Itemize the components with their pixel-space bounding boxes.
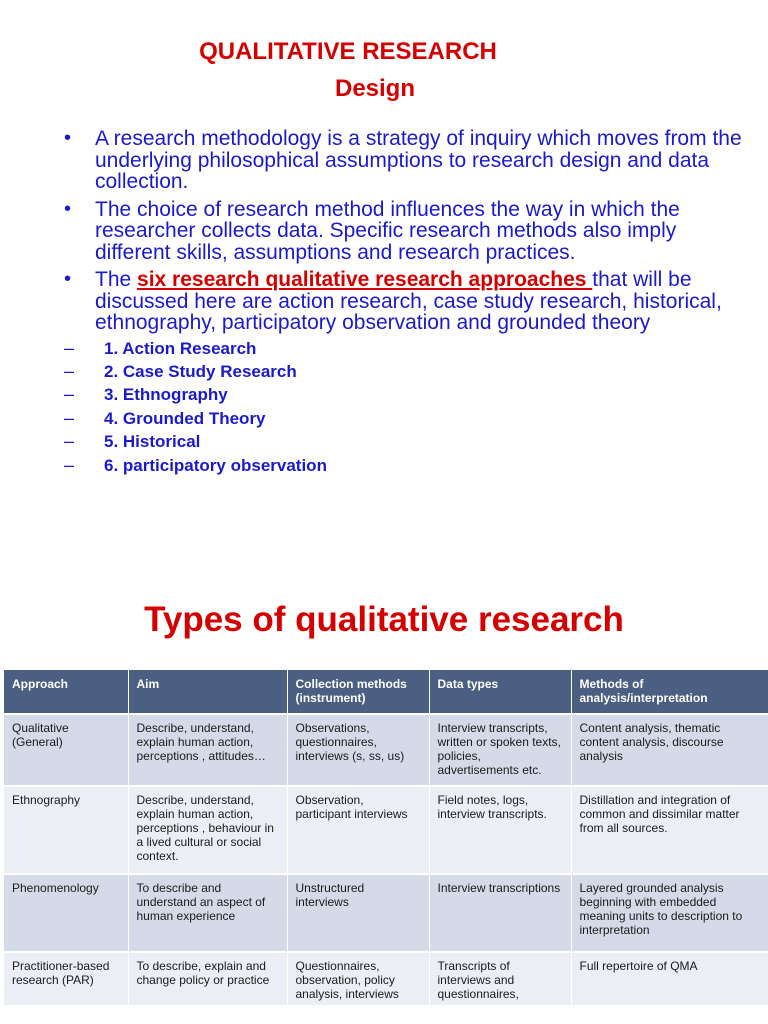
bullet-icon: • xyxy=(64,127,72,149)
approach-label: 5. Historical xyxy=(104,432,201,452)
list-item xyxy=(64,360,752,383)
table-cell: Interview transcriptions xyxy=(429,874,571,952)
table-row xyxy=(4,952,768,1005)
approach-label: 4. Grounded Theory xyxy=(104,408,266,428)
table-cell: Field notes, logs, interview transcripts. xyxy=(429,786,571,874)
dash-icon: – xyxy=(64,407,75,428)
table-cell: To describe, explain and change policy or practice xyxy=(128,952,287,1005)
table-cell: Unstructured interviews xyxy=(287,874,429,952)
table-cell: Practitioner-based research (PAR) xyxy=(4,952,128,1005)
table-cell: Describe, understand, explain human action, perceptions , attitudes… xyxy=(128,714,287,786)
bullet-text: The choice of research method influences the way in which the researcher collects data. Specific research methods also imply different skills, assumptions and research practices. xyxy=(95,197,680,264)
dash-icon: – xyxy=(64,384,75,405)
approach-label: 2. Case Study Research xyxy=(104,361,297,381)
dash-icon: – xyxy=(64,454,75,475)
table-cell: Questionnaires, observation, policy analysis, interviews xyxy=(287,952,429,1005)
types-title: Types of qualitative research xyxy=(144,600,624,639)
table-cell: Observations, questionnaires, interviews (s, ss, us) xyxy=(287,714,429,786)
approach-label: 3. Ethnography xyxy=(104,385,228,405)
approach-label: 6. participatory observation xyxy=(104,455,327,475)
list-item xyxy=(64,337,752,360)
column-header: Approach xyxy=(4,670,128,714)
column-header: Collection methods (instrument) xyxy=(287,670,429,714)
table-cell: Phenomenology xyxy=(4,874,128,952)
bullet-item xyxy=(62,128,752,193)
table-cell: Observation, participant interviews xyxy=(287,786,429,874)
list-item xyxy=(64,407,752,430)
table-cell: Layered grounded analysis beginning with embedded meaning units to description to interpretation xyxy=(571,874,768,952)
approaches-list xyxy=(64,337,752,477)
bullet-item xyxy=(62,269,752,477)
page-title: QUALITATIVE RESEARCH xyxy=(199,38,497,65)
table-cell: Distillation and integration of common and dissimilar matter from all sources. xyxy=(571,786,768,874)
bullet-item xyxy=(62,199,752,264)
table-cell: Qualitative (General) xyxy=(4,714,128,786)
bullet-icon: • xyxy=(64,197,72,220)
highlighted-phrase: six research qualitative research approaches xyxy=(137,268,593,291)
table-cell: To describe and understand an aspect of human experience xyxy=(128,874,287,952)
bullet-icon: • xyxy=(64,268,72,290)
table-header-row xyxy=(4,670,768,714)
approach-label: 1. Action Research xyxy=(104,338,257,358)
table-cell: Full repertoire of QMA xyxy=(571,952,768,1005)
bullet-text-pre: The xyxy=(95,268,138,291)
page-subtitle: Design xyxy=(334,75,415,102)
bullet-list xyxy=(62,128,752,483)
bullet-text-post: that will be discussed here are action research, case study research, historical, ethnography, participatory observation and grounded theory xyxy=(95,268,722,334)
column-header: Data types xyxy=(429,670,571,714)
list-item xyxy=(64,383,752,406)
column-header: Aim xyxy=(128,670,287,714)
table-cell: Describe, understand, explain human action, perceptions , behaviour in a lived cultural or social context. xyxy=(128,786,287,874)
bullet-text: A research methodology is a strategy of inquiry which moves from the underlying philosophical assumptions to research design and data collection. xyxy=(95,127,742,193)
table-row xyxy=(4,874,768,952)
table-cell: Content analysis, thematic content analysis, discourse analysis xyxy=(571,714,768,786)
column-header: Methods of analysis/interpretation xyxy=(571,670,768,714)
dash-icon: – xyxy=(64,431,75,452)
table-cell: Ethnography xyxy=(4,786,128,874)
list-item xyxy=(64,430,752,453)
table-cell: Interview transcripts, written or spoken texts, policies, advertisements etc. xyxy=(429,714,571,786)
table-row xyxy=(4,714,768,786)
types-table xyxy=(4,670,768,1005)
dash-icon: – xyxy=(64,360,75,381)
dash-icon: – xyxy=(64,337,75,358)
table-cell: Transcripts of interviews and questionnaires, xyxy=(429,952,571,1005)
list-item xyxy=(64,454,752,477)
table-row xyxy=(4,786,768,874)
